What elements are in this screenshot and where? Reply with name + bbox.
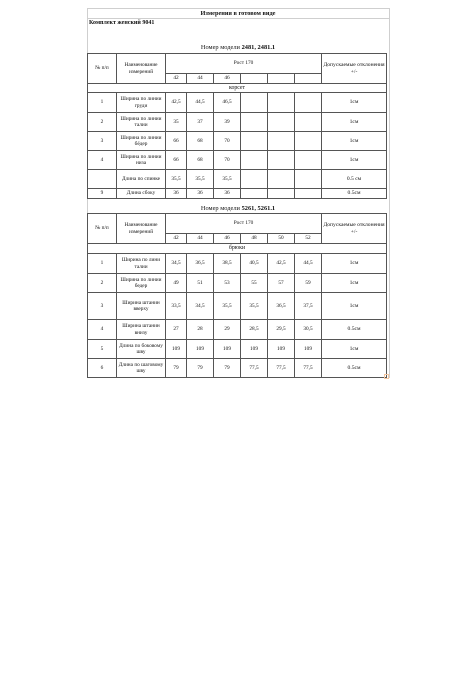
model-number: 2481, 2481.1 bbox=[241, 44, 276, 51]
value-cell: 38,5 bbox=[214, 254, 241, 274]
table-row bbox=[88, 151, 387, 170]
tolerance-cell: 1см bbox=[322, 340, 387, 359]
value-cell bbox=[268, 132, 295, 151]
value-cell: 79 bbox=[187, 359, 214, 378]
value-cell: 28,5 bbox=[241, 320, 268, 340]
value-cell: 77,5 bbox=[241, 359, 268, 378]
value-cell: 109 bbox=[214, 340, 241, 359]
value-cell bbox=[241, 113, 268, 132]
row-name: Ширина по линии бедер bbox=[117, 274, 166, 293]
table-row bbox=[88, 359, 387, 378]
value-cell: 77,5 bbox=[268, 359, 295, 378]
table-row bbox=[88, 293, 387, 320]
size-cell: 52 bbox=[295, 234, 322, 244]
value-cell bbox=[295, 113, 322, 132]
value-cell: 35,5 bbox=[187, 170, 214, 189]
value-cell: 34,5 bbox=[166, 254, 187, 274]
value-cell: 34,5 bbox=[187, 293, 214, 320]
value-cell bbox=[241, 151, 268, 170]
size-cell: 46 bbox=[214, 234, 241, 244]
document-title: Измерения в готовом виде bbox=[200, 10, 276, 17]
value-cell: 70 bbox=[214, 151, 241, 170]
value-cell: 109 bbox=[241, 340, 268, 359]
value-cell: 37,5 bbox=[295, 293, 322, 320]
value-cell: 36 bbox=[166, 189, 187, 199]
value-cell: 27 bbox=[166, 320, 187, 340]
header-height: Рост 170 bbox=[166, 54, 322, 74]
tolerance-cell: 1см bbox=[322, 274, 387, 293]
value-cell: 33,5 bbox=[166, 293, 187, 320]
size-cell: 44 bbox=[187, 74, 214, 84]
tolerance-cell: 1см bbox=[322, 151, 387, 170]
row-name: Длина по боковому шву bbox=[117, 340, 166, 359]
value-cell: 37 bbox=[187, 113, 214, 132]
value-cell: 59 bbox=[295, 274, 322, 293]
tolerance-cell: 1см bbox=[322, 93, 387, 113]
table-row bbox=[88, 254, 387, 274]
tolerance-cell: 0.5см bbox=[322, 359, 387, 378]
value-cell: 35,5 bbox=[166, 170, 187, 189]
section-label: брюки bbox=[88, 244, 387, 254]
header-number: № п/п bbox=[88, 214, 117, 244]
row-name: Ширина штанин внизу bbox=[117, 320, 166, 340]
value-cell bbox=[268, 170, 295, 189]
row-number: 1 bbox=[88, 254, 117, 274]
value-cell: 68 bbox=[187, 132, 214, 151]
value-cell: 35,5 bbox=[214, 293, 241, 320]
row-number: 3 bbox=[88, 132, 117, 151]
measurements-table-2 bbox=[87, 213, 387, 378]
value-cell: 35,5 bbox=[241, 293, 268, 320]
value-cell: 29,5 bbox=[268, 320, 295, 340]
value-cell: 46,5 bbox=[214, 93, 241, 113]
value-cell: 36,5 bbox=[187, 254, 214, 274]
value-cell: 42,5 bbox=[166, 93, 187, 113]
value-cell: 109 bbox=[187, 340, 214, 359]
size-cell: 42 bbox=[166, 234, 187, 244]
table-row bbox=[88, 189, 387, 199]
row-name: Длина по шаговому шву bbox=[117, 359, 166, 378]
section-label: корсет bbox=[88, 84, 387, 93]
value-cell: 66 bbox=[166, 132, 187, 151]
row-name: Ширина по линии бёдер bbox=[117, 132, 166, 151]
value-cell bbox=[268, 151, 295, 170]
size-cell: 50 bbox=[268, 234, 295, 244]
value-cell: 55 bbox=[241, 274, 268, 293]
model-label: Номер модели bbox=[200, 44, 240, 51]
row-number: 2 bbox=[88, 113, 117, 132]
table-row bbox=[88, 132, 387, 151]
value-cell: 77,5 bbox=[295, 359, 322, 378]
value-cell bbox=[241, 189, 268, 199]
value-cell bbox=[295, 93, 322, 113]
value-cell bbox=[268, 93, 295, 113]
value-cell: 53 bbox=[214, 274, 241, 293]
row-number bbox=[88, 170, 117, 189]
size-cell bbox=[241, 74, 268, 84]
size-cell bbox=[295, 74, 322, 84]
value-cell: 42,5 bbox=[268, 254, 295, 274]
value-cell bbox=[241, 170, 268, 189]
size-cell: 46 bbox=[214, 74, 241, 84]
row-number: 5 bbox=[88, 340, 117, 359]
header-measurement-name: Наименование измерений bbox=[117, 54, 166, 84]
value-cell bbox=[268, 113, 295, 132]
document-subtitle: Комплект женский 9041 bbox=[89, 20, 155, 26]
row-name: Длина по спинке bbox=[117, 170, 166, 189]
value-cell bbox=[295, 151, 322, 170]
value-cell: 39 bbox=[214, 113, 241, 132]
row-number: 9 bbox=[88, 189, 117, 199]
header-height: Рост 170 bbox=[166, 214, 322, 234]
value-cell: 28 bbox=[187, 320, 214, 340]
model-heading-1 bbox=[87, 44, 389, 52]
value-cell: 35 bbox=[166, 113, 187, 132]
value-cell: 51 bbox=[187, 274, 214, 293]
value-cell: 109 bbox=[295, 340, 322, 359]
size-cell: 48 bbox=[241, 234, 268, 244]
tolerance-cell: 1см bbox=[322, 254, 387, 274]
tolerance-cell: 1см bbox=[322, 132, 387, 151]
table-row bbox=[88, 93, 387, 113]
row-number: 4 bbox=[88, 151, 117, 170]
measurements-table-1 bbox=[87, 53, 387, 199]
cell-resize-handle bbox=[384, 374, 389, 379]
table-row bbox=[88, 274, 387, 293]
value-cell bbox=[295, 170, 322, 189]
value-cell: 40,5 bbox=[241, 254, 268, 274]
table-row bbox=[88, 170, 387, 189]
row-number: 4 bbox=[88, 320, 117, 340]
size-cell bbox=[268, 74, 295, 84]
row-number: 2 bbox=[88, 274, 117, 293]
tolerance-cell: 0.5см bbox=[322, 320, 387, 340]
row-number: 6 bbox=[88, 359, 117, 378]
value-cell: 35,5 bbox=[214, 170, 241, 189]
value-cell bbox=[241, 93, 268, 113]
tolerance-cell: 1см bbox=[322, 293, 387, 320]
value-cell bbox=[241, 132, 268, 151]
row-name: Ширина по линии груди bbox=[117, 93, 166, 113]
model-heading-2 bbox=[87, 205, 389, 213]
value-cell: 79 bbox=[214, 359, 241, 378]
value-cell: 29 bbox=[214, 320, 241, 340]
value-cell bbox=[268, 189, 295, 199]
model-number: 5261, 5261.1 bbox=[241, 205, 276, 212]
row-name: Ширина штанин вверху bbox=[117, 293, 166, 320]
value-cell: 79 bbox=[166, 359, 187, 378]
header-number: № п/п bbox=[88, 54, 117, 84]
value-cell: 44,5 bbox=[295, 254, 322, 274]
value-cell: 49 bbox=[166, 274, 187, 293]
tolerance-cell: 0.5 см bbox=[322, 170, 387, 189]
value-cell: 36 bbox=[187, 189, 214, 199]
header-tolerance: Допускаемые отклонения +/- bbox=[322, 214, 387, 244]
row-number: 1 bbox=[88, 93, 117, 113]
value-cell: 36 bbox=[214, 189, 241, 199]
value-cell: 68 bbox=[187, 151, 214, 170]
table-row bbox=[88, 320, 387, 340]
table-row bbox=[88, 340, 387, 359]
row-name: Ширина по лини талии bbox=[117, 254, 166, 274]
sheet-border-right bbox=[389, 8, 390, 378]
value-cell bbox=[295, 132, 322, 151]
header-measurement-name: Наименование измерений bbox=[117, 214, 166, 244]
value-cell: 30,5 bbox=[295, 320, 322, 340]
row-name: Ширина по линии низа bbox=[117, 151, 166, 170]
tolerance-cell: 1см bbox=[322, 113, 387, 132]
value-cell: 70 bbox=[214, 132, 241, 151]
value-cell: 36,5 bbox=[268, 293, 295, 320]
size-cell: 44 bbox=[187, 234, 214, 244]
header-tolerance: Допускаемые отклонения +/- bbox=[322, 54, 387, 84]
row-name: Ширина по линии талии bbox=[117, 113, 166, 132]
value-cell: 109 bbox=[268, 340, 295, 359]
value-cell: 66 bbox=[166, 151, 187, 170]
value-cell: 44,5 bbox=[187, 93, 214, 113]
row-number: 3 bbox=[88, 293, 117, 320]
model-label: Номер модели bbox=[200, 205, 240, 212]
table-row bbox=[88, 113, 387, 132]
value-cell: 57 bbox=[268, 274, 295, 293]
row-name: Длина сбоку bbox=[117, 189, 166, 199]
value-cell bbox=[295, 189, 322, 199]
value-cell: 109 bbox=[166, 340, 187, 359]
tolerance-cell: 0.5см bbox=[322, 189, 387, 199]
size-cell: 42 bbox=[166, 74, 187, 84]
